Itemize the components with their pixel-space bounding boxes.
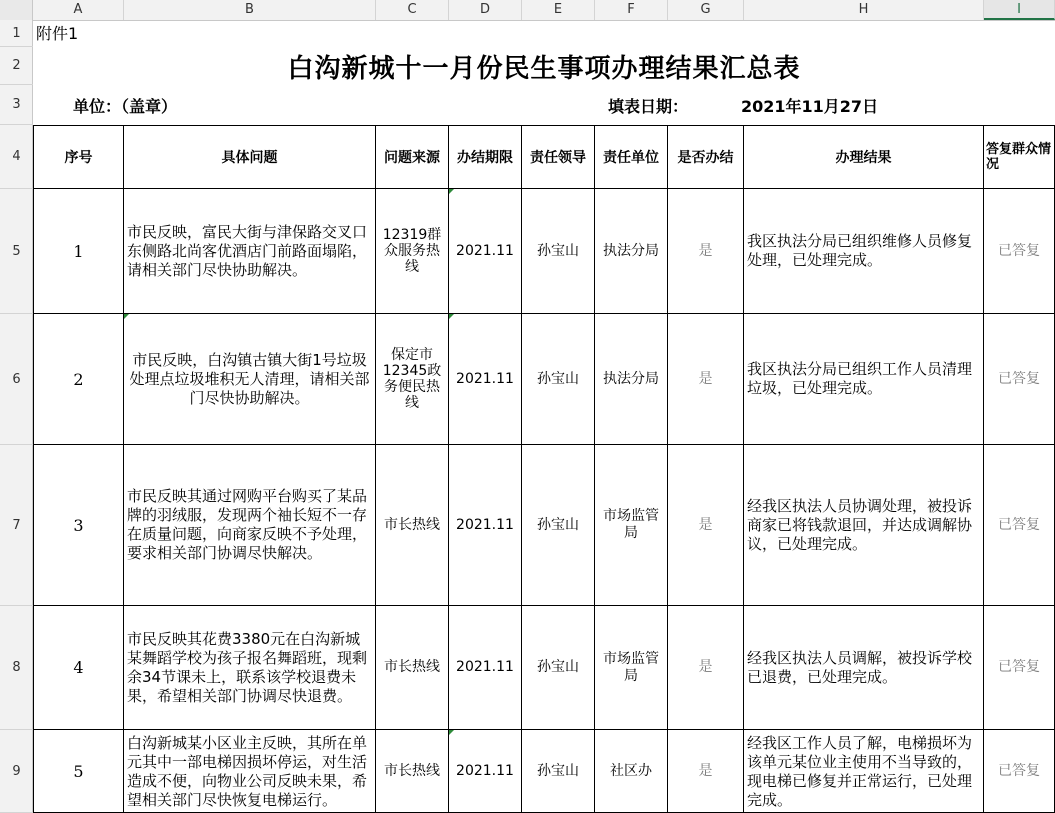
row-5-issue[interactable]	[124, 730, 376, 813]
row-1-unit-text: 执法分局	[603, 242, 659, 259]
fill-date-value-text: 2021年11月27日	[741, 96, 879, 116]
attachment-label[interactable]	[33, 20, 1055, 47]
row-5-deadline[interactable]	[449, 730, 522, 813]
fill-date-label[interactable]	[608, 85, 728, 125]
row-1-seq[interactable]	[33, 189, 124, 314]
header-reply-text: 答复群众情况	[986, 142, 1052, 172]
row-1-deadline-text: 2021.11	[456, 242, 514, 259]
comment-marker-icon	[449, 730, 454, 735]
row-2-deadline-text: 2021.11	[456, 370, 514, 387]
row-header-6[interactable]: 6	[0, 314, 33, 445]
row-1-source[interactable]	[376, 189, 449, 314]
row-2-unit[interactable]	[595, 314, 668, 445]
header-reply[interactable]	[984, 125, 1055, 189]
row-3-done[interactable]	[668, 445, 744, 606]
column-header-f[interactable]: F	[595, 0, 668, 20]
header-deadline-text: 办结期限	[457, 150, 513, 166]
header-leader[interactable]	[522, 125, 595, 189]
row-2-issue[interactable]	[124, 314, 376, 445]
row-header-2[interactable]: 2	[0, 47, 33, 85]
sheet-title-text: 白沟新城十一月份民生事项办理结果汇总表	[287, 53, 801, 84]
row-header-7[interactable]: 7	[0, 445, 33, 606]
row-header-1[interactable]: 1	[0, 20, 33, 47]
row-3-source-text: 市长热线	[384, 516, 440, 533]
row-5-issue-text: 白沟新城某小区业主反映，其所在单元其中一部电梯因损坏停运，对生活造成不便，向物业公司反映未果，希望相关部门尽快恢复电梯运行。	[127, 734, 368, 809]
row-5-seq[interactable]	[33, 730, 124, 813]
row-5-unit[interactable]	[595, 730, 668, 813]
row-2-source[interactable]	[376, 314, 449, 445]
row-1-reply-text: 已答复	[998, 242, 1040, 259]
row-1-result[interactable]	[744, 189, 984, 314]
row-3-issue-text: 市民反映其通过网购平台购买了某品牌的羽绒服，发现两个袖长短不一存在质量问题，向商家反映不予处理，要求相关部门协调尽快解决。	[127, 487, 368, 562]
select-all-corner[interactable]	[0, 0, 33, 20]
row-2-reply-text: 已答复	[998, 370, 1040, 387]
column-header-bar	[33, 0, 1055, 21]
row-4-deadline-text: 2021.11	[456, 659, 514, 675]
row-header-4[interactable]: 4	[0, 125, 33, 189]
row-3-reply-text: 已答复	[998, 516, 1040, 533]
row-2-done[interactable]	[668, 314, 744, 445]
row-1-seq-text: 1	[73, 241, 84, 261]
row-3-seq-text: 3	[73, 515, 84, 535]
comment-marker-icon	[449, 314, 454, 319]
row-4-unit-text: 市场监管局	[603, 650, 659, 684]
row-5-source-text: 市长热线	[384, 762, 440, 779]
row-2-issue-text: 市民反映，白沟镇古镇大街1号垃圾处理点垃圾堆积无人清理，请相关部门尽快协助解决。	[129, 350, 370, 407]
header-seq[interactable]	[33, 125, 124, 189]
header-seq-text: 序号	[64, 150, 93, 166]
column-header-i[interactable]: I	[984, 0, 1055, 20]
row-3-source[interactable]	[376, 445, 449, 606]
row-2-source-text: 保定市12345政务便民热线	[382, 347, 442, 411]
row-5-done-text: 是	[698, 762, 713, 779]
header-done[interactable]	[668, 125, 744, 189]
row-4-deadline[interactable]	[449, 606, 522, 730]
header-source-text: 问题来源	[384, 150, 440, 166]
row-2-leader-text: 孙宝山	[537, 370, 579, 387]
row-5-done[interactable]	[668, 730, 744, 813]
row-5-reply-text: 已答复	[998, 762, 1040, 779]
row-4-done-text: 是	[698, 659, 713, 675]
row-2-seq[interactable]	[33, 314, 124, 445]
row-4-leader-text: 孙宝山	[537, 659, 579, 675]
row-2-seq-text: 2	[73, 369, 84, 389]
row-4-seq-text: 4	[73, 658, 84, 677]
column-header-b[interactable]: B	[124, 0, 376, 20]
header-issue[interactable]	[124, 125, 376, 189]
row-1-reply[interactable]	[984, 189, 1055, 314]
row-2-unit-text: 执法分局	[603, 370, 659, 387]
row-4-seq[interactable]	[33, 606, 124, 730]
row-2-leader[interactable]	[522, 314, 595, 445]
cell-grid	[33, 20, 1055, 813]
row-5-reply[interactable]	[984, 730, 1055, 813]
row-1-unit[interactable]	[595, 189, 668, 314]
row-header-3[interactable]: 3	[0, 85, 33, 125]
header-issue-text: 具体问题	[221, 150, 278, 166]
row-1-result-text: 我区执法分局已组织维修人员修复处理，已处理完成。	[747, 232, 973, 269]
header-deadline[interactable]	[449, 125, 522, 189]
row-2-deadline[interactable]	[449, 314, 522, 445]
unit-label-text: 单位：（盖章）	[73, 96, 178, 116]
row-3-leader-text: 孙宝山	[537, 516, 579, 533]
row-4-done[interactable]	[668, 606, 744, 730]
row-5-seq-text: 5	[73, 761, 84, 781]
row-1-deadline[interactable]	[449, 189, 522, 314]
row-2-result-text: 我区执法分局已组织工作人员清理垃圾，已处理完成。	[747, 360, 973, 397]
row-5-leader-text: 孙宝山	[537, 762, 579, 779]
row-header-bar	[0, 20, 33, 813]
header-result[interactable]	[744, 125, 984, 189]
row-1-leader-text: 孙宝山	[537, 242, 579, 259]
fill-date-label-text: 填表日期：	[608, 96, 689, 116]
column-header-a[interactable]: A	[33, 0, 124, 20]
header-source[interactable]	[376, 125, 449, 189]
column-header-g[interactable]: G	[668, 0, 744, 20]
header-unit-text: 责任单位	[603, 150, 659, 166]
unit-label[interactable]	[73, 85, 373, 125]
row-5-unit-text: 社区办	[610, 762, 652, 779]
fill-date-value[interactable]	[741, 85, 941, 125]
row-header-8[interactable]: 8	[0, 606, 33, 730]
row-header-9[interactable]: 9	[0, 730, 33, 813]
row-4-unit[interactable]	[595, 606, 668, 730]
row-4-result-text: 经我区执法人员调解，被投诉学校已退费，已处理完成。	[747, 648, 973, 686]
row-3-unit[interactable]	[595, 445, 668, 606]
row-1-issue[interactable]	[124, 189, 376, 314]
row-3-issue[interactable]	[124, 445, 376, 606]
header-done-text: 是否办结	[677, 150, 734, 166]
row-1-done[interactable]	[668, 189, 744, 314]
row-4-leader[interactable]	[522, 606, 595, 730]
row-3-result-text: 经我区执法人员协调处理，被投诉商家已将钱款退回，并达成调解协议，已处理完成。	[747, 496, 973, 553]
row-4-source[interactable]	[376, 606, 449, 730]
row-4-issue-text: 市民反映其花费3380元在白沟新城某舞蹈学校为孩子报名舞蹈班，现剩余34节课未上，联系该学校退费未果，希望相关部门协调尽快退费。	[127, 629, 368, 705]
column-header-c[interactable]: C	[376, 0, 449, 20]
row-5-result[interactable]	[744, 730, 984, 813]
row-3-leader[interactable]	[522, 445, 595, 606]
row-1-source-text: 12319群众服务热线	[382, 227, 442, 275]
row-3-done-text: 是	[698, 516, 713, 533]
row-4-source-text: 市长热线	[384, 659, 440, 675]
row-5-source[interactable]	[376, 730, 449, 813]
row-3-unit-text: 市场监管局	[603, 508, 659, 541]
comment-marker-icon	[124, 314, 129, 319]
row-5-deadline-text: 2021.11	[456, 762, 514, 779]
row-4-reply-text: 已答复	[998, 659, 1040, 675]
sheet-title[interactable]	[33, 47, 1055, 85]
column-header-d[interactable]: D	[449, 0, 522, 20]
row-3-deadline[interactable]	[449, 445, 522, 606]
row-4-issue[interactable]	[124, 606, 376, 730]
row-5-leader[interactable]	[522, 730, 595, 813]
header-unit[interactable]	[595, 125, 668, 189]
column-header-h[interactable]: H	[744, 0, 984, 20]
attachment-label-text: 附件1	[36, 24, 79, 43]
row-5-result-text: 经我区工作人员了解，电梯损坏为该单元某位业主使用不当导致的，现电梯已修复并正常运行，已处理完成。	[747, 734, 973, 809]
header-result-text: 办理结果	[835, 150, 892, 166]
row-header-5[interactable]: 5	[0, 189, 33, 314]
row-1-leader[interactable]	[522, 189, 595, 314]
row-2-reply[interactable]	[984, 314, 1055, 445]
row-3-result[interactable]	[744, 445, 984, 606]
row-1-done-text: 是	[698, 242, 713, 259]
row-1-issue-text: 市民反映，富民大街与津保路交叉口东侧路北尚客优酒店门前路面塌陷，请相关部门尽快协助解决。	[127, 222, 368, 279]
row-3-deadline-text: 2021.11	[456, 516, 514, 533]
column-header-e[interactable]: E	[522, 0, 595, 20]
row-4-result[interactable]	[744, 606, 984, 730]
header-leader-text: 责任领导	[530, 150, 586, 166]
row-4-reply[interactable]	[984, 606, 1055, 730]
row-2-result[interactable]	[744, 314, 984, 445]
row-3-reply[interactable]	[984, 445, 1055, 606]
comment-marker-icon	[449, 189, 454, 194]
row-3-seq[interactable]	[33, 445, 124, 606]
row-2-done-text: 是	[698, 370, 713, 387]
